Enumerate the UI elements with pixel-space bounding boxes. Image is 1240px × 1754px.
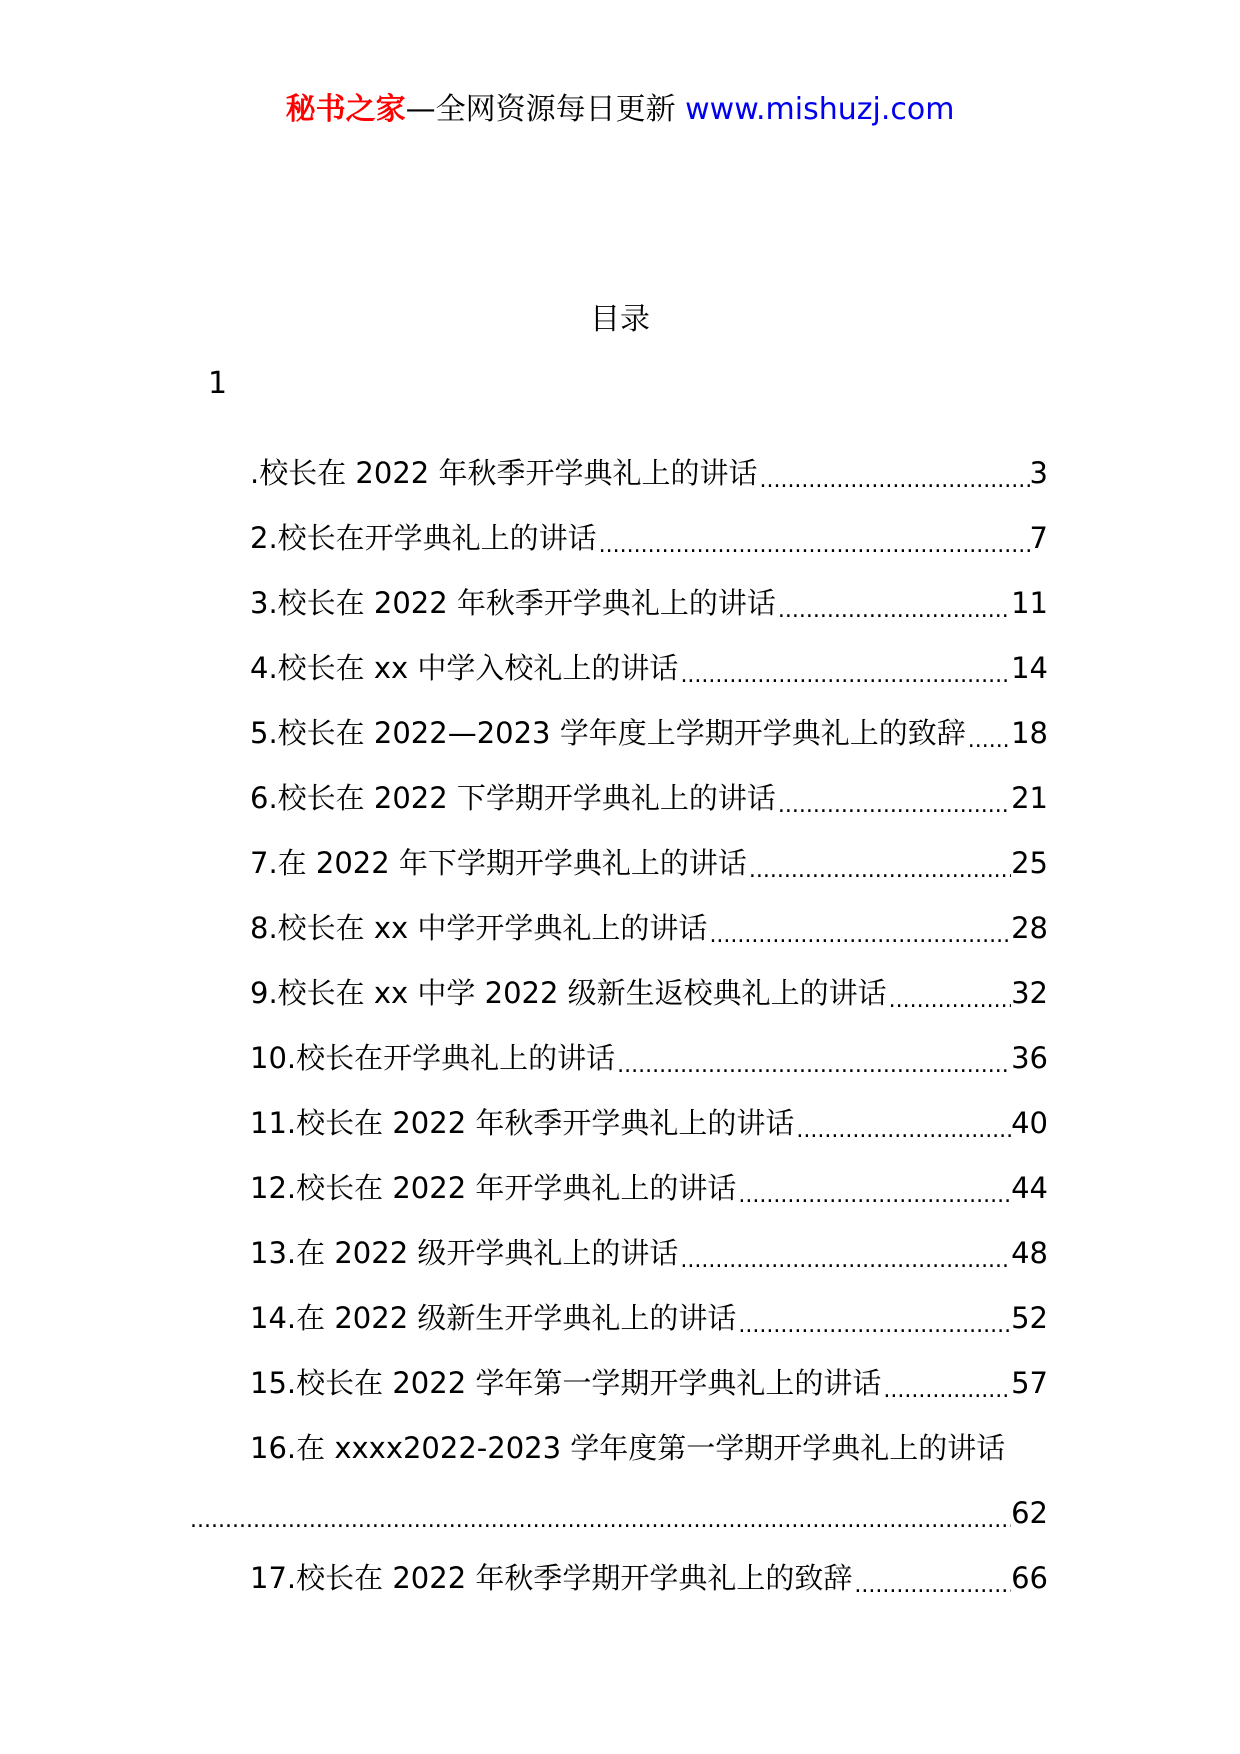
toc-entry-title: 15.校长在 2022 学年第一学期开学典礼上的讲话 <box>250 1366 882 1400</box>
toc-entry[interactable] <box>188 1273 1048 1338</box>
toc-entry-title: 17.校长在 2022 年秋季学期开学典礼上的致辞 <box>250 1561 853 1595</box>
toc-entry-page: 3 <box>1029 456 1048 490</box>
dot-leader <box>887 996 1011 1013</box>
brand-name: 秘书之家 <box>285 92 406 127</box>
toc-entry[interactable] <box>188 883 1048 948</box>
toc-entry-title: 13.在 2022 级开学典礼上的讲话 <box>250 1236 679 1270</box>
dot-leader <box>615 1061 1011 1078</box>
toc-entry-page: 52 <box>1011 1301 1048 1335</box>
dot-leader <box>736 1321 1011 1338</box>
toc-entry-page: 40 <box>1011 1106 1048 1140</box>
toc-entry-title: 8.校长在 xx 中学开学典礼上的讲话 <box>250 911 708 945</box>
toc-entry-page: 18 <box>1011 716 1048 750</box>
dot-leader <box>736 1191 1011 1208</box>
toc-entry-page: 44 <box>1011 1171 1048 1205</box>
toc-entry-title: 3.校长在 2022 年秋季开学典礼上的讲话 <box>250 586 776 620</box>
dot-leader <box>794 1126 1011 1143</box>
dot-leader <box>757 476 1029 493</box>
toc-entry[interactable] <box>188 623 1048 688</box>
toc-entry-page: 62 <box>1011 1496 1048 1530</box>
toc-level-marker: 1 <box>208 366 228 401</box>
toc-entry-page: 32 <box>1011 976 1048 1010</box>
toc-entry[interactable] <box>188 948 1048 1013</box>
toc-entry-page: 36 <box>1011 1041 1048 1075</box>
toc-entry-title: 16.在 xxxx2022-2023 学年度第一学期开学典礼上的讲话 <box>250 1431 1006 1465</box>
dot-leader <box>776 801 1011 818</box>
dot-leader <box>678 1256 1011 1273</box>
toc-entry-page: 57 <box>1011 1366 1048 1400</box>
dot-leader <box>776 606 1011 623</box>
toc-entry-page: 66 <box>1011 1561 1048 1595</box>
toc-entry[interactable] <box>188 1013 1048 1078</box>
header-tagline: —全网资源每日更新 <box>405 92 676 127</box>
toc-entry[interactable] <box>188 1403 1048 1533</box>
toc-entry-page: 11 <box>1011 586 1048 620</box>
dot-leader <box>597 541 1030 558</box>
toc-entry-title: 10.校长在开学典礼上的讲话 <box>250 1041 616 1075</box>
site-url-link[interactable]: www.mishuzj.com <box>685 92 955 127</box>
toc-entry[interactable] <box>188 428 1048 493</box>
toc-entry[interactable] <box>188 1533 1048 1598</box>
toc-entry-page: 7 <box>1029 521 1048 555</box>
toc-entry[interactable] <box>188 1208 1048 1273</box>
toc-entry-title: 6.校长在 2022 下学期开学典礼上的讲话 <box>250 781 776 815</box>
dot-leader <box>881 1386 1011 1403</box>
dot-leader <box>966 736 1011 753</box>
toc-entry-title: 4.校长在 xx 中学入校礼上的讲话 <box>250 651 679 685</box>
toc-entry-title: 11.校长在 2022 年秋季开学典礼上的讲话 <box>250 1106 795 1140</box>
toc-entry-page: 21 <box>1011 781 1048 815</box>
toc-entry-title: 14.在 2022 级新生开学典礼上的讲话 <box>250 1301 737 1335</box>
toc-entry-title: 7.在 2022 年下学期开学典礼上的讲话 <box>250 846 747 880</box>
toc-entry-page: 48 <box>1011 1236 1048 1270</box>
toc-title: 目录 <box>590 302 650 337</box>
table-of-contents <box>188 428 1048 1598</box>
dot-leader <box>188 1516 1011 1533</box>
toc-entry-title: 5.校长在 2022—2023 学年度上学期开学典礼上的致辞 <box>250 716 966 750</box>
toc-entry[interactable] <box>188 558 1048 623</box>
toc-entry-title: 2.校长在开学典礼上的讲话 <box>250 521 597 555</box>
toc-entry[interactable] <box>188 688 1048 753</box>
toc-entry[interactable] <box>188 818 1048 883</box>
toc-entry[interactable] <box>188 1338 1048 1403</box>
toc-entry-page: 28 <box>1011 911 1048 945</box>
site-header <box>0 88 1240 132</box>
toc-entry[interactable] <box>188 753 1048 818</box>
dot-leader <box>747 866 1011 883</box>
toc-entry[interactable] <box>188 1143 1048 1208</box>
toc-entry[interactable] <box>188 1078 1048 1143</box>
toc-entry[interactable] <box>188 493 1048 558</box>
toc-entry-title: 9.校长在 xx 中学 2022 级新生返校典礼上的讲话 <box>250 976 887 1010</box>
dot-leader <box>678 671 1011 688</box>
toc-entry-page: 25 <box>1011 846 1048 880</box>
toc-entry-title: 12.校长在 2022 年开学典礼上的讲话 <box>250 1171 737 1205</box>
toc-entry-page: 14 <box>1011 651 1048 685</box>
dot-leader <box>852 1581 1011 1598</box>
toc-entry-title: .校长在 2022 年秋季开学典礼上的讲话 <box>250 456 758 490</box>
dot-leader <box>707 931 1011 948</box>
